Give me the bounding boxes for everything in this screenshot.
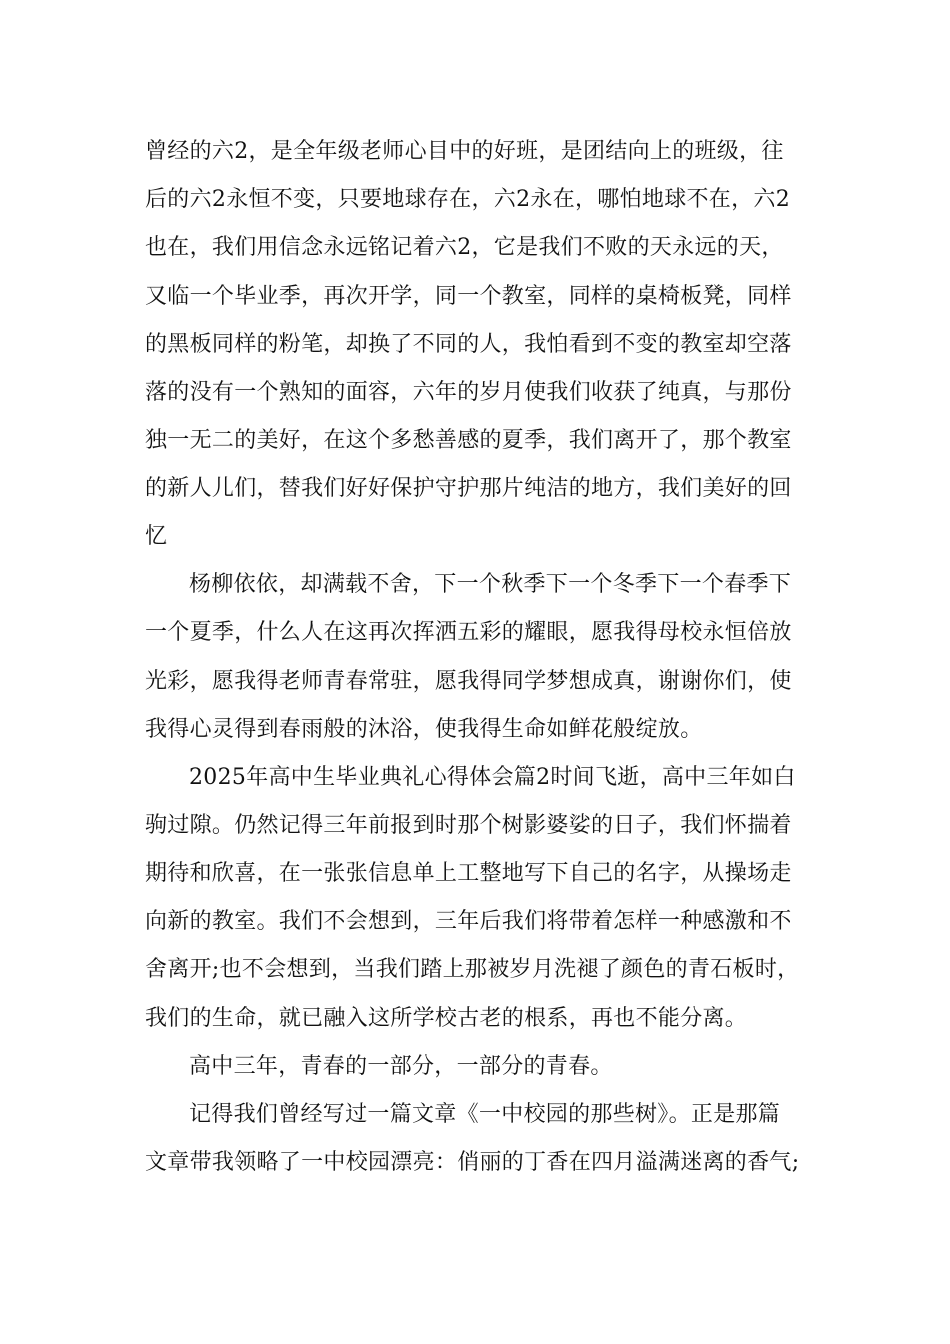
text-line: 向新的教室。我们不会想到，三年后我们将带着怎样一种感激和不 <box>145 909 792 934</box>
text-line: 后的六2永恒不变，只要地球存在，六2永在，哪怕地球不在，六2 <box>145 187 790 212</box>
text-line: 又临一个毕业季，再次开学，同一个教室，同样的桌椅板凳，同样 <box>145 284 792 309</box>
text-line: 一个夏季，什么人在这再次挥洒五彩的耀眼，愿我得母校永恒倍放 <box>145 620 792 645</box>
text-line: 忆 <box>145 524 168 549</box>
paragraph-start-line: 杨柳依依，却满载不舍，下一个秋季下一个冬季下一个春季下 <box>189 572 792 597</box>
paragraph-start-line: 2025年高中生毕业典礼心得体会篇2时间飞逝，高中三年如白 <box>189 765 796 790</box>
text-line: 的黑板同样的粉笔，却换了不同的人，我怕看到不变的教室却空落 <box>145 332 792 357</box>
text-line: 我们的生命，就已融入这所学校古老的根系，再也不能分离。 <box>145 1006 748 1031</box>
text-line: 独一无二的美好，在这个多愁善感的夏季，我们离开了，那个教室 <box>145 428 792 453</box>
text-line: 驹过隙。仍然记得三年前报到时那个树影婆娑的日子，我们怀揣着 <box>145 813 792 838</box>
text-line: 期待和欣喜，在一张张信息单上工整地写下自己的名字，从操场走 <box>145 861 792 886</box>
text-line: 曾经的六2，是全年级老师心目中的好班，是团结向上的班级，往 <box>145 139 784 164</box>
text-line: 光彩，愿我得老师青春常驻，愿我得同学梦想成真，谢谢你们，使 <box>145 669 792 694</box>
text-line: 也在，我们用信念永远铭记着六2，它是我们不败的天永远的天， <box>145 235 784 260</box>
paragraph-start-line: 记得我们曾经写过一篇文章《一中校园的那些树》。正是那篇 <box>189 1102 781 1127</box>
paragraph-start-line: 高中三年，青春的一部分，一部分的青春。 <box>189 1054 613 1079</box>
text-line: 的新人儿们，替我们好好保护守护那片纯洁的地方，我们美好的回 <box>145 476 792 501</box>
text-line: 我得心灵得到春雨般的沐浴，使我得生命如鲜花般绽放。 <box>145 717 703 742</box>
text-line: 舍离开;也不会想到，当我们踏上那被岁月洗褪了颜色的青石板时， <box>145 957 800 982</box>
text-line: 文章带我领略了一中校园漂亮：俏丽的丁香在四月溢满迷离的香气; <box>145 1150 800 1175</box>
text-line: 落的没有一个熟知的面容，六年的岁月使我们收获了纯真，与那份 <box>145 380 792 405</box>
